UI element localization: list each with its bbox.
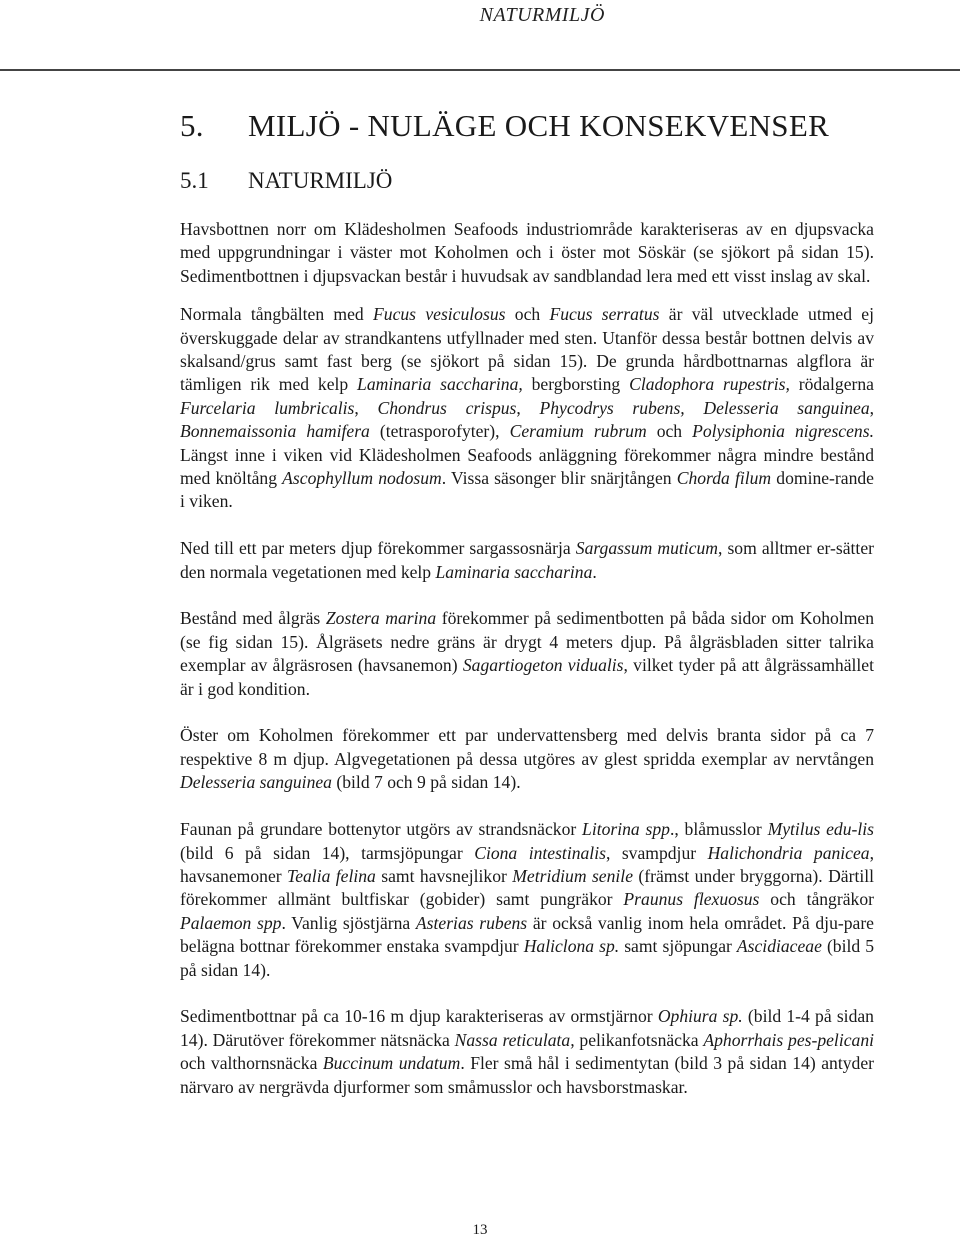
species-name: Laminaria saccharina, (357, 374, 523, 395)
species-name: Ascophyllum nodosum (282, 468, 442, 489)
text-run: . Vanlig sjöstjärna (281, 912, 416, 933)
text-run: , som alltmer er-sätter den normala vegetationen med kelp (180, 538, 874, 582)
text-run: Ned till ett par meters djup förekommer sargassosnärja (180, 538, 576, 559)
text-run: (bild 6 på sidan 14), tarmsjöpungar (180, 842, 475, 863)
text-run: Öster om Koholmen förekommer ett par undervattensberg med delvis branta sidor på ca 7 respektive 8 m djup. Algvegetationen på dessa utgöres av glest spridda exemplar av nervtången (180, 725, 874, 769)
text-run: förekommer på sedimentbotten på båda sidor om Koholmen (se fig sidan 15). Ålgräsets nedre gräns är drygt 4 meters djup. På ålgräsbladen sitter talrika exemplar av ålgräsrosen (havsanemon) (180, 608, 874, 676)
species-name: Fucus serratus (549, 304, 660, 325)
paragraph (180, 1005, 874, 1099)
text-run: pelikanfotsnäcka (574, 1029, 704, 1050)
text-run: bergborsting (522, 374, 630, 395)
species-name: Delesseria sanguinea (180, 772, 332, 793)
text-run: Normala tångbälten med (180, 304, 374, 325)
text-run: rödalgerna (789, 374, 874, 395)
species-name: Sagartiogeton vidualis (462, 655, 624, 676)
text-run: Sedimentbottnar på ca 10-16 m djup karakteriseras av ormstjärnor (180, 1006, 658, 1027)
text-run: , svampdjur (605, 842, 708, 863)
text-run: och valthornsnäcka (180, 1053, 323, 1074)
section-number: 5.1 (180, 168, 209, 193)
text-run: och (646, 421, 693, 442)
text-run: , (354, 397, 378, 418)
text-run: . Vissa säsonger blir snärjtången (441, 468, 677, 489)
text-run: Längst inne i viken vid Klädesholmen Seafoods anläggning förekommer några mindre bestånd med knöltång (180, 444, 874, 489)
section-title: NATURMILJÖ (248, 168, 393, 193)
text-run: (bild 5 på sidan 14). (180, 936, 875, 980)
species-name: Ophiura sp. (657, 1006, 743, 1027)
species-name: Litorina spp (582, 819, 670, 840)
text-run: är väl utvecklade utmed ej överskuggade delar av strandkantens utfyllnader med sten. Utanför dessa består bottnen delvis av skalsand/grus samt fast berg (se sjökort på sidan 15). De grunda hårdbottnarnas algflora är tämligen rik med kelp (180, 304, 875, 395)
paragraph (180, 537, 874, 584)
text-run: (tetrasporofyter), (369, 421, 510, 442)
running-header (0, 4, 960, 27)
paragraph (180, 724, 874, 794)
text-run: Faunan på grundare bottenytor utgörs av strandsnäckor (180, 819, 583, 840)
paragraph (180, 818, 874, 982)
species-name: Sargassum muticum (575, 538, 718, 559)
text-run: , (869, 397, 875, 418)
text-run: samt sjöpungar (619, 936, 737, 957)
species-name: Chorda filum (676, 468, 772, 489)
text-run: och (505, 304, 550, 325)
species-name: Haliclona sp. (523, 936, 620, 957)
paragraph (180, 303, 874, 514)
section-heading (180, 168, 392, 194)
page-number: 13 (472, 1222, 488, 1238)
species-name: Ceramium rubrum (509, 421, 647, 442)
species-name: Ascidiaceae (736, 936, 822, 957)
text-run: och tångräkor (759, 889, 874, 910)
paragraph (180, 607, 874, 701)
species-name: Laminaria saccharina (435, 561, 593, 582)
species-name: Bonnemaissonia hamifera (180, 421, 370, 442)
species-name: Mytilus edu-lis (767, 819, 875, 840)
species-name: Chondrus crispus (377, 397, 517, 418)
species-name: Furcelaria lumbricalis (180, 397, 355, 418)
text-run: (främst under bryggorna). Därtill förekommer allmänt bultfiskar (gobider) samt pungräkor (180, 865, 874, 910)
text-run: (bild 1-4 på sidan 14). Därutöver förekommer nätsnäcka (180, 1006, 874, 1050)
text-run: , vilket tyder på att ålgrässamhället är i god kondition. (180, 655, 874, 699)
species-name: Praunus flexuosus (623, 889, 760, 910)
species-name: Asterias rubens (415, 912, 528, 933)
text-run: ., blåmusslor (669, 819, 768, 840)
chapter-number: 5. (180, 108, 204, 143)
species-name: Cladophora rupestris, (629, 374, 790, 395)
text-run: . (592, 561, 597, 582)
species-name: Phycodrys rubens, Delesseria sanguinea (539, 397, 870, 418)
species-name: Palaemon spp (180, 912, 282, 933)
species-name: Polysiphonia nigrescens. (692, 421, 874, 442)
species-name: Halichondria panicea (707, 842, 870, 863)
body-text (180, 218, 874, 1122)
running-header-title: NATURMILJÖ (479, 4, 605, 26)
text-run: är också vanlig inom hela området. På dju-pare belägna bottnar förekommer enstaka svampdjur (180, 912, 874, 957)
paragraph (180, 218, 874, 288)
species-name: Metridium senile (512, 865, 634, 886)
species-name: Zostera marina (325, 608, 437, 629)
text-run: Havsbottnen norr om Klädesholmen Seafoods industriområde karakteriseras av en djupsvacka med uppgrundningar i väster mot Koholmen och i öster mot Söskär (se sjökort på sidan 15). Sedimentbottnen i djupsvackan består i huvudsak av sandblandad lera med ett visst inslag av skal. (180, 219, 874, 286)
text-run: Bestånd med ålgräs (180, 608, 326, 629)
text-run: , (516, 397, 540, 418)
text-run: . Fler små hål i sedimentytan (bild 3 på sidan 14) antyder närvaro av nergrävda djurformer som småmusslor och havsborstmaskar. (180, 1053, 874, 1097)
text-run: (bild 7 och 9 på sidan 14). (331, 772, 521, 793)
text-run: , havsanemoner (180, 842, 874, 886)
chapter-heading (180, 108, 829, 144)
species-name: Tealia felina (287, 865, 376, 886)
species-name: Nassa reticulata, (454, 1029, 575, 1050)
species-name: Fucus vesiculosus (373, 304, 506, 325)
text-run: samt havsnejlikor (375, 865, 513, 886)
chapter-title: MILJÖ - NULÄGE OCH KONSEKVENSER (248, 108, 830, 143)
species-name: Aphorrhais pes-pelicani (703, 1029, 875, 1050)
text-run: domine-rande i viken. (180, 468, 874, 512)
header-rule (0, 69, 960, 71)
species-name: Ciona intestinalis (474, 842, 606, 863)
species-name: Buccinum undatum (322, 1053, 461, 1074)
